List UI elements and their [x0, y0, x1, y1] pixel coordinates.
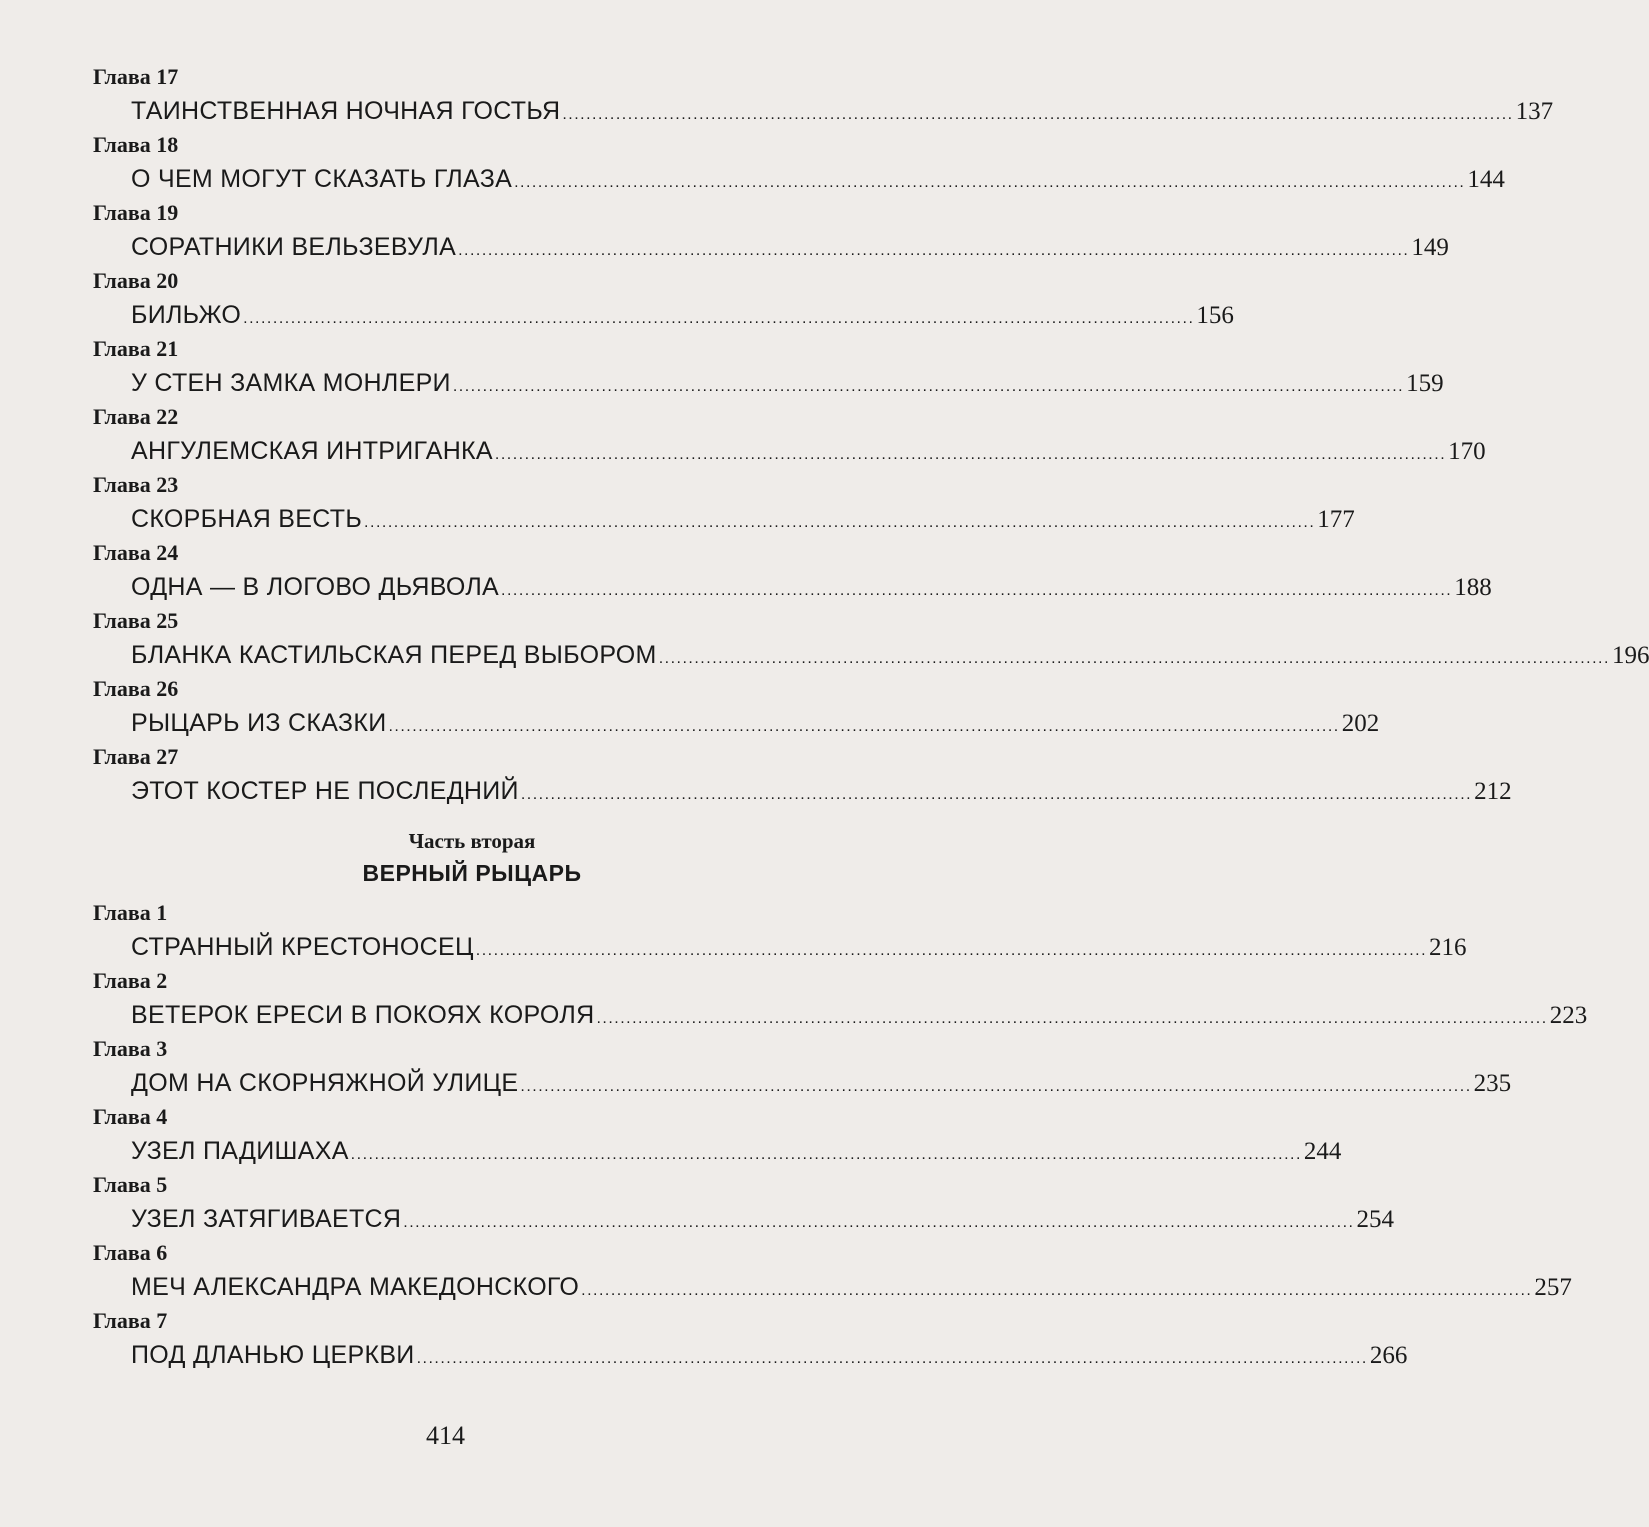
chapter-page-number: 149: [1411, 234, 1449, 261]
dot-leader: ................................................................................................................................................................: [458, 242, 1410, 259]
chapter-title: УЗЕЛ ЗАТЯГИВАЕТСЯ: [131, 1205, 402, 1233]
chapter-page-number: 159: [1406, 370, 1444, 397]
toc-entry: [93, 198, 1449, 266]
toc-entry: [93, 538, 1492, 606]
chapter-label: Глава 23: [93, 472, 179, 497]
toc-entry: [93, 1034, 1512, 1102]
entry-line: [131, 432, 1486, 470]
dot-leader: ................................................................................................................................................................: [364, 514, 1316, 531]
dot-leader: ................................................................................................................................................................: [562, 106, 1514, 123]
chapter-label: Глава 17: [93, 64, 179, 89]
chapter-label: Глава 27: [93, 744, 179, 769]
chapter-label: Глава 1: [93, 900, 168, 925]
chapter-label: Глава 25: [93, 608, 179, 633]
chapter-page-number: 177: [1317, 506, 1355, 533]
chapter-title: ЭТОТ КОСТЕР НЕ ПОСЛЕДНИЙ: [131, 777, 519, 805]
dot-leader: ................................................................................................................................................................: [520, 1078, 1472, 1095]
dot-leader: ................................................................................................................................................................: [596, 1010, 1548, 1027]
chapter-page-number: 188: [1454, 574, 1492, 601]
chapter-title: СКОРБНАЯ ВЕСТЬ: [131, 505, 363, 533]
chapter-page-number: 202: [1341, 710, 1380, 737]
part-label: Часть вторая: [408, 829, 536, 853]
chapter-title: ОДНА — В ЛОГОВО ДЬЯВОЛА: [131, 573, 499, 601]
chapter-title: О ЧЕМ МОГУТ СКАЗАТЬ ГЛАЗА: [131, 165, 513, 193]
chapter-label: Глава 21: [93, 336, 179, 361]
dot-leader: ................................................................................................................................................................: [243, 310, 1195, 327]
dot-leader: ................................................................................................................................................................: [658, 650, 1610, 667]
dot-leader: ................................................................................................................................................................: [581, 1282, 1533, 1299]
toc-entry: [93, 1102, 1342, 1170]
toc-entry: [93, 898, 1467, 966]
dot-leader: ................................................................................................................................................................: [403, 1214, 1355, 1231]
chapter-label: Глава 5: [93, 1172, 168, 1197]
part-two-entries: [93, 898, 1588, 1374]
chapter-label: Глава 4: [93, 1104, 168, 1129]
chapter-page-number: 235: [1473, 1070, 1512, 1097]
chapter-label: Глава 18: [93, 132, 179, 157]
entry-line: [131, 500, 1355, 538]
chapter-page-number: 254: [1356, 1206, 1394, 1233]
entry-line: [131, 636, 1649, 674]
chapter-page-number: 196: [1611, 642, 1649, 669]
dot-leader: ................................................................................................................................................................: [501, 582, 1453, 599]
chapter-title: СОРАТНИКИ ВЕЛЬЗЕВУЛА: [131, 233, 457, 261]
chapter-page-number: 144: [1467, 166, 1505, 193]
chapter-title: ДОМ НА СКОРНЯЖНОЙ УЛИЦЕ: [131, 1069, 519, 1097]
chapter-page-number: 212: [1474, 778, 1512, 805]
chapter-label: Глава 22: [93, 404, 179, 429]
chapter-page-number: 170: [1448, 438, 1486, 465]
chapter-title: ТАИНСТВЕННАЯ НОЧНАЯ ГОСТЬЯ: [131, 97, 561, 125]
part-one-entries: [93, 62, 1649, 810]
entry-line: [131, 928, 1467, 966]
entry-line: [131, 92, 1554, 130]
toc-entry: [93, 1238, 1572, 1306]
chapter-label: Глава 19: [93, 200, 179, 225]
entry-line: [131, 1132, 1342, 1170]
toc-entry: [93, 130, 1505, 198]
part-heading: [93, 826, 851, 890]
chapter-page-number: 156: [1196, 302, 1234, 329]
entry-line: [131, 1336, 1408, 1374]
chapter-title: ПОД ДЛАНЬЮ ЦЕРКВИ: [131, 1341, 415, 1369]
chapter-page-number: 257: [1534, 1274, 1572, 1301]
entry-line: [131, 704, 1380, 742]
chapter-title: АНГУЛЕМСКАЯ ИНТРИГАНКА: [131, 437, 493, 465]
toc-entry: [93, 742, 1512, 810]
part-title: ВЕРНЫЙ РЫЦАРЬ: [362, 860, 582, 886]
toc-entry: [93, 1306, 1408, 1374]
table-of-contents: [93, 62, 1649, 1374]
dot-leader: ................................................................................................................................................................: [416, 1350, 1368, 1367]
entry-line: [131, 772, 1512, 810]
toc-entry: [93, 62, 1554, 130]
chapter-title: БИЛЬЖО: [131, 301, 242, 329]
chapter-page-number: 223: [1549, 1002, 1588, 1029]
entry-line: [131, 228, 1449, 266]
chapter-label: Глава 3: [93, 1036, 168, 1061]
chapter-label: Глава 7: [93, 1308, 168, 1333]
dot-leader: ................................................................................................................................................................: [494, 446, 1447, 463]
entry-line: [131, 1268, 1572, 1306]
page-number: 414: [426, 1421, 465, 1450]
dot-leader: ................................................................................................................................................................: [452, 378, 1405, 395]
chapter-title: УЗЕЛ ПАДИШАХА: [131, 1137, 349, 1165]
toc-entry: [93, 674, 1380, 742]
dot-leader: ................................................................................................................................................................: [475, 942, 1428, 959]
chapter-label: Глава 20: [93, 268, 179, 293]
toc-entry: [93, 1170, 1394, 1238]
toc-entry: [93, 606, 1649, 674]
chapter-page-number: 266: [1369, 1342, 1408, 1369]
dot-leader: ................................................................................................................................................................: [388, 718, 1340, 735]
chapter-title: МЕЧ АЛЕКСАНДРА МАКЕДОНСКОГО: [131, 1273, 580, 1301]
dot-leader: ................................................................................................................................................................: [514, 174, 1466, 191]
toc-entry: [93, 334, 1444, 402]
toc-entry: [93, 402, 1486, 470]
dot-leader: ................................................................................................................................................................: [350, 1146, 1302, 1163]
entry-line: [131, 996, 1588, 1034]
chapter-title: РЫЦАРЬ ИЗ СКАЗКИ: [131, 709, 387, 737]
chapter-page-number: 137: [1515, 98, 1554, 125]
entry-line: [131, 1064, 1512, 1102]
chapter-page-number: 216: [1429, 934, 1467, 961]
chapter-title: БЛАНКА КАСТИЛЬСКАЯ ПЕРЕД ВЫБОРОМ: [131, 641, 657, 669]
entry-line: [131, 364, 1444, 402]
chapter-label: Глава 6: [93, 1240, 168, 1265]
entry-line: [131, 568, 1492, 606]
chapter-title: ВЕТЕРОК ЕРЕСИ В ПОКОЯХ КОРОЛЯ: [131, 1001, 595, 1029]
entry-line: [131, 1200, 1394, 1238]
chapter-label: Глава 24: [93, 540, 179, 565]
chapter-title: СТРАННЫЙ КРЕСТОНОСЕЦ: [131, 933, 474, 961]
chapter-label: Глава 26: [93, 676, 179, 701]
chapter-page-number: 244: [1303, 1138, 1342, 1165]
chapter-title: У СТЕН ЗАМКА МОНЛЕРИ: [131, 369, 451, 397]
toc-entry: [93, 470, 1355, 538]
chapter-label: Глава 2: [93, 968, 168, 993]
entry-line: [131, 296, 1234, 334]
entry-line: [131, 160, 1505, 198]
toc-entry: [93, 266, 1234, 334]
dot-leader: ................................................................................................................................................................: [520, 786, 1473, 803]
toc-entry: [93, 966, 1588, 1034]
